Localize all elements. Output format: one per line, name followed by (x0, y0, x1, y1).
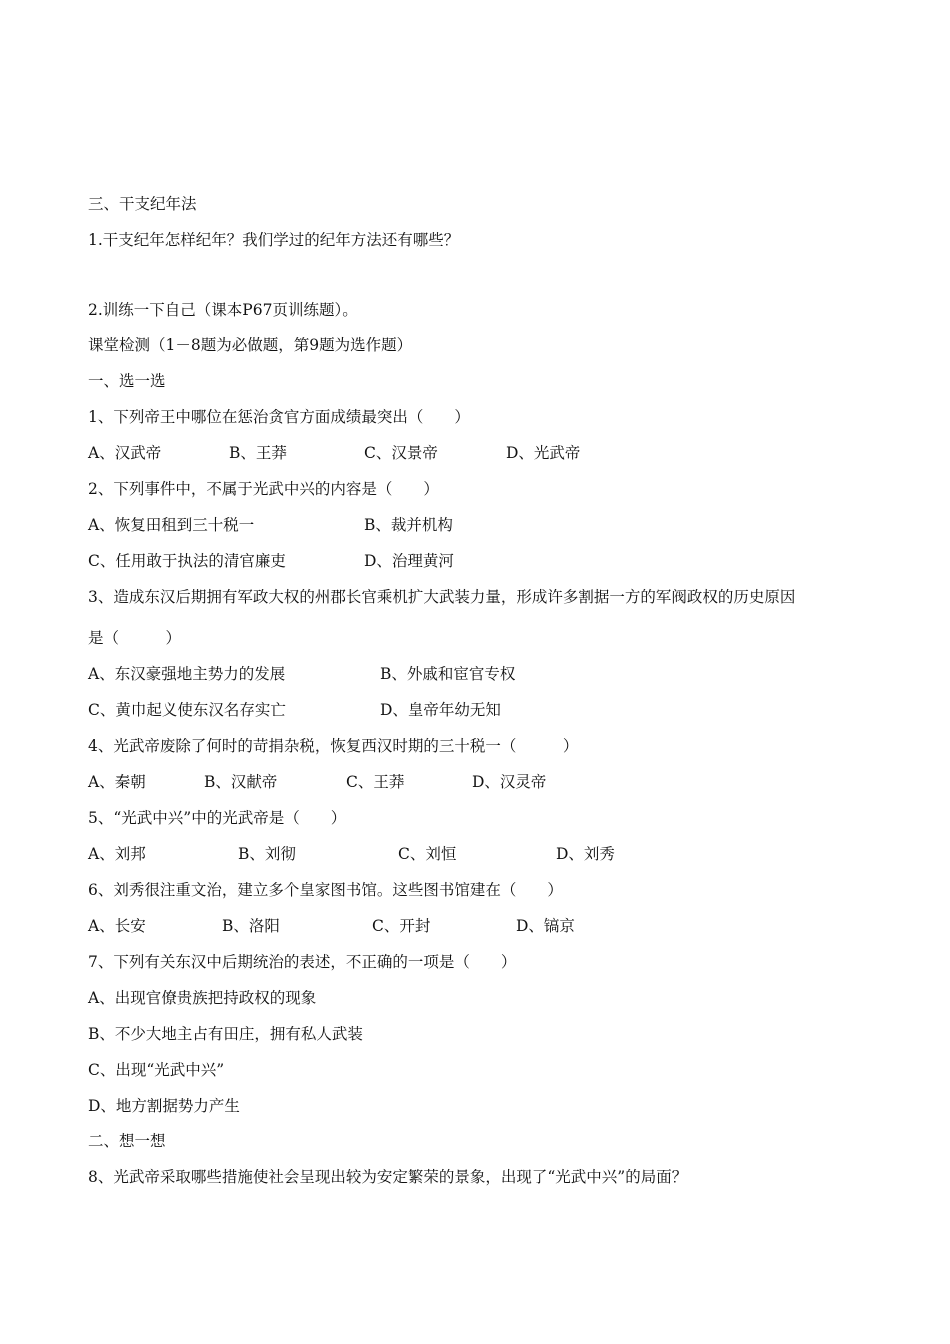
section-heading: 三、干支纪年法 (88, 195, 197, 213)
question-stem: 5、“光武中兴”中的光武帝是（ ） (88, 809, 347, 827)
part-heading: 二、想一想 (88, 1132, 166, 1150)
option-d: D、皇帝年幼无知 (380, 701, 501, 719)
test-title: 课堂检测（1－8题为必做题，第9题为选作题） (88, 336, 413, 354)
option-a: A、长安 (88, 917, 146, 935)
option-c: C、黄巾起义使东汉名存实亡 (88, 701, 286, 719)
option-b: B、汉献帝 (204, 773, 278, 791)
option-d: D、治理黄河 (364, 552, 454, 570)
option-b: B、王莽 (229, 444, 287, 462)
option-b: B、洛阳 (222, 917, 280, 935)
option-d: D、地方割据势力产生 (88, 1097, 240, 1115)
question-stem: 1、下列帝王中哪位在惩治贪官方面成绩最突出（ ） (88, 408, 470, 426)
option-d: D、刘秀 (556, 845, 615, 863)
option-b: B、不少大地主占有田庄，拥有私人武装 (88, 1025, 363, 1043)
option-a: A、东汉豪强地主势力的发展 (88, 665, 286, 683)
option-c: C、开封 (372, 917, 431, 935)
question-stem: 2、下列事件中，不属于光武中兴的内容是（ ） (88, 480, 439, 498)
option-c: C、刘恒 (398, 845, 457, 863)
option-a: A、恢复田租到三十税一 (88, 516, 255, 534)
option-b: B、刘彻 (238, 845, 296, 863)
option-b: B、裁并机构 (364, 516, 453, 534)
option-d: D、镐京 (516, 917, 575, 935)
question-stem: 6、刘秀很注重文治，建立多个皇家图书馆。这些图书馆建在（ ） (88, 881, 563, 899)
question-stem-continued: 是（ ） (88, 629, 182, 647)
option-c: C、王莽 (346, 773, 405, 791)
option-d: D、光武帝 (506, 444, 581, 462)
option-c: C、汉景帝 (364, 444, 438, 462)
option-a: A、出现官僚贵族把持政权的现象 (88, 989, 317, 1007)
option-a: A、汉武帝 (88, 444, 162, 462)
part-heading: 一、选一选 (88, 372, 166, 390)
option-c: C、出现“光武中兴” (88, 1061, 225, 1079)
option-a: A、秦朝 (88, 773, 146, 791)
option-c: C、任用敢于执法的清官廉吏 (88, 552, 286, 570)
option-d: D、汉灵帝 (472, 773, 547, 791)
question-stem: 8、光武帝采取哪些措施使社会呈现出较为安定繁荣的景象，出现了“光武中兴”的局面？ (88, 1168, 688, 1186)
question-text: 1.干支纪年怎样纪年？我们学过的纪年方法还有哪些？ (88, 231, 460, 249)
option-b: B、外戚和宦官专权 (380, 665, 516, 683)
question-stem: 7、下列有关东汉中后期统治的表述，不正确的一项是（ ） (88, 953, 517, 971)
option-a: A、刘邦 (88, 845, 146, 863)
question-text: 2.训练一下自己（课本P67页训练题）。 (88, 301, 358, 319)
question-stem: 3、造成东汉后期拥有军政大权的州郡长官乘机扩大武装力量，形成许多割据一方的军阀政权的历史原因 (88, 588, 796, 606)
question-stem: 4、光武帝废除了何时的苛捐杂税，恢复西汉时期的三十税一（ ） (88, 737, 579, 755)
